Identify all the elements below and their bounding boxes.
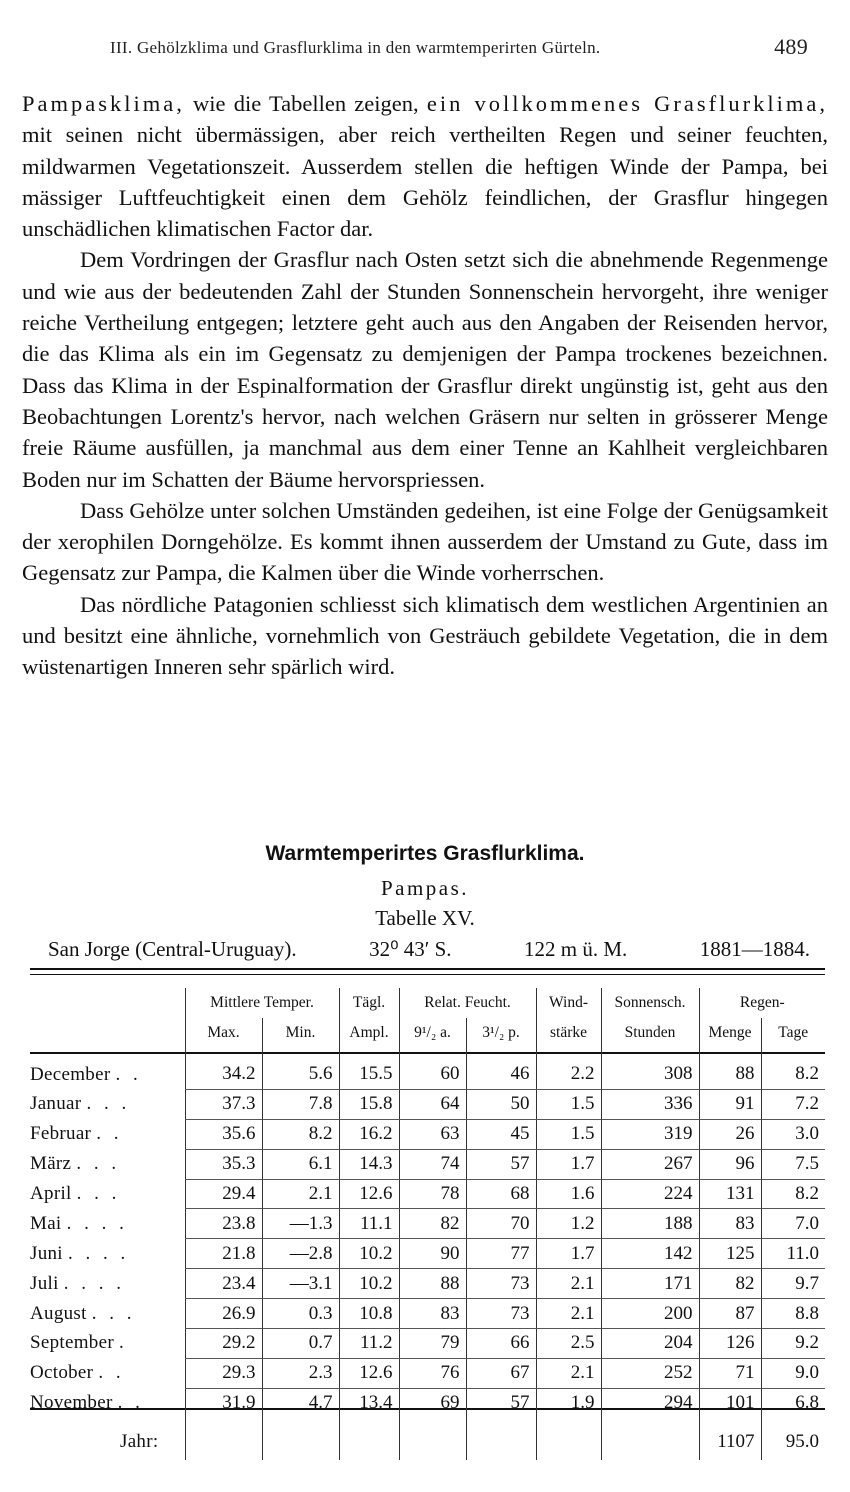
cell-tage: 3.0 bbox=[761, 1119, 825, 1149]
cell-f930: 83 bbox=[399, 1299, 466, 1329]
cell-f930: 79 bbox=[399, 1329, 466, 1359]
emphasis-pampasklima: Pampasklima, bbox=[22, 91, 185, 116]
cell-tage: 8.8 bbox=[761, 1299, 825, 1329]
month-name: Mai bbox=[30, 1212, 62, 1234]
cell-menge: 71 bbox=[699, 1358, 761, 1388]
cell-ampl: 10.8 bbox=[339, 1299, 399, 1329]
cell-max: 31.9 bbox=[185, 1388, 262, 1417]
cell-wind: 1.2 bbox=[536, 1209, 601, 1239]
cell-sun: 188 bbox=[601, 1209, 699, 1239]
header-tage: Tage bbox=[761, 1018, 825, 1048]
cell-month bbox=[30, 1299, 185, 1329]
header-ampl: Ampl. bbox=[339, 1018, 399, 1048]
table-row bbox=[30, 1089, 825, 1119]
cell-wind: 1.9 bbox=[536, 1388, 601, 1417]
year-menge: 1107 bbox=[699, 1418, 761, 1460]
cell-max: 35.6 bbox=[185, 1119, 262, 1149]
cell-ampl: 14.3 bbox=[339, 1149, 399, 1179]
cell-tage: 7.0 bbox=[761, 1209, 825, 1239]
table-row bbox=[30, 1299, 825, 1329]
month-name: August bbox=[30, 1302, 87, 1324]
cell-f930: 74 bbox=[399, 1149, 466, 1179]
paragraph-1-text-a: wie die Tabellen zeigen, bbox=[184, 91, 427, 116]
table-header-row-1 bbox=[30, 988, 825, 1018]
header-stunden: Stunden bbox=[601, 1018, 699, 1048]
cell-f930: 88 bbox=[399, 1269, 466, 1299]
table-number: Tabelle XV. bbox=[375, 906, 475, 930]
cell-menge: 83 bbox=[699, 1209, 761, 1239]
leader-dots: . . . bbox=[76, 1153, 121, 1175]
year-empty-cell bbox=[262, 1418, 339, 1460]
cell-menge: 91 bbox=[699, 1089, 761, 1119]
month-name: April bbox=[30, 1183, 72, 1204]
paragraph-1 bbox=[22, 88, 828, 244]
cell-tage: 9.0 bbox=[761, 1358, 825, 1388]
cell-max: 29.3 bbox=[185, 1358, 262, 1388]
table-top-rule-thin bbox=[30, 974, 825, 975]
cell-f930: 90 bbox=[399, 1239, 466, 1269]
cell-sun: 267 bbox=[601, 1149, 699, 1179]
leader-dots: . . . bbox=[91, 1302, 136, 1324]
cell-ampl: 15.5 bbox=[339, 1048, 399, 1089]
cell-min: —3.1 bbox=[262, 1269, 339, 1299]
month-name: Juni bbox=[30, 1242, 63, 1264]
table-top-rule bbox=[30, 968, 825, 970]
cell-min: 0.3 bbox=[262, 1299, 339, 1329]
cell-tage: 7.5 bbox=[761, 1149, 825, 1179]
leader-dots: . . bbox=[115, 1063, 142, 1085]
cell-month bbox=[30, 1269, 185, 1299]
cell-f930: 64 bbox=[399, 1089, 466, 1119]
cell-ampl: 15.8 bbox=[339, 1089, 399, 1119]
cell-min: 2.1 bbox=[262, 1179, 339, 1209]
cell-sun: 142 bbox=[601, 1239, 699, 1269]
cell-wind: 2.2 bbox=[536, 1048, 601, 1089]
cell-ampl: 10.2 bbox=[339, 1269, 399, 1299]
cell-menge: 101 bbox=[699, 1388, 761, 1417]
cell-f930: 63 bbox=[399, 1119, 466, 1149]
year-label: Jahr: bbox=[120, 1430, 159, 1452]
table-body bbox=[30, 1048, 825, 1460]
table-subtitle: Pampas. bbox=[380, 876, 470, 900]
cell-f330: 46 bbox=[466, 1048, 536, 1089]
cell-month bbox=[30, 1329, 185, 1359]
cell-max: 23.4 bbox=[185, 1269, 262, 1299]
cell-ampl: 13.4 bbox=[339, 1388, 399, 1417]
cell-f330: 77 bbox=[466, 1239, 536, 1269]
month-name: Juli bbox=[30, 1272, 59, 1294]
leader-dots: . bbox=[119, 1332, 128, 1354]
running-title: III. Gehölzklima und Grasflurklima in den warmtemperirten Gürteln. bbox=[110, 38, 601, 57]
cell-f330: 68 bbox=[466, 1179, 536, 1209]
cell-f330: 73 bbox=[466, 1299, 536, 1329]
month-name: September bbox=[30, 1332, 114, 1354]
leader-dots: . . bbox=[98, 1362, 125, 1384]
leader-dots: . . . bbox=[76, 1183, 121, 1204]
paragraph-4: Das nördliche Patagonien schliesst sich klimatisch dem westlichen Argentinien an und besitzt eine ähnliche, vornehmlich von Gesträuch gebildete Vegetation, die in dem wüstenartigen Inneren sehr spärlich wird. bbox=[22, 591, 828, 680]
station-name: San Jorge (Central-Uruguay). bbox=[48, 937, 297, 961]
table-row bbox=[30, 1179, 825, 1209]
cell-max: 29.2 bbox=[185, 1329, 262, 1359]
cell-tage: 8.2 bbox=[761, 1179, 825, 1209]
cell-wind: 2.5 bbox=[536, 1329, 601, 1359]
month-name: December bbox=[30, 1063, 111, 1085]
cell-f330: 57 bbox=[466, 1149, 536, 1179]
cell-sun: 336 bbox=[601, 1089, 699, 1119]
climate-table bbox=[30, 988, 825, 1460]
cell-max: 26.9 bbox=[185, 1299, 262, 1329]
cell-sun: 200 bbox=[601, 1299, 699, 1329]
cell-min: —2.8 bbox=[262, 1239, 339, 1269]
cell-f330: 45 bbox=[466, 1119, 536, 1149]
cell-sun: 224 bbox=[601, 1179, 699, 1209]
cell-sun: 171 bbox=[601, 1269, 699, 1299]
table-row bbox=[30, 1209, 825, 1239]
table-row bbox=[30, 1269, 825, 1299]
cell-month bbox=[30, 1358, 185, 1388]
station-altitude: 122 m ü. M. bbox=[524, 937, 628, 961]
cell-ampl: 11.2 bbox=[339, 1329, 399, 1359]
leader-dots: . . . . bbox=[66, 1212, 128, 1234]
cell-max: 34.2 bbox=[185, 1048, 262, 1089]
cell-wind: 1.5 bbox=[536, 1119, 601, 1149]
cell-min: 7.8 bbox=[262, 1089, 339, 1119]
cell-menge: 125 bbox=[699, 1239, 761, 1269]
cell-ampl: 10.2 bbox=[339, 1239, 399, 1269]
paragraph-2: Dem Vordringen der Grasflur nach Osten setzt sich die abnehmende Regenmenge und wie aus der bedeutenden Zahl der Stunden Sonnenschein hervorgeht, ihre weniger reiche Vertheilung entgegen; letztere geht auch aus den Angaben der Reisenden hervor, die das Klima als ein im Gegensatz zu demjenigen der Pampa trockenes bezeichnen. Dass das Klima in der Espinalformation der Grasflur direkt ungünstig ist, geht aus den Beobachtungen Lorentz's hervor, nach welchen Gräsern nur selten in grösserer Menge freie Räume ausfüllen, ja manchmal aus dem einer Tenne an Kahlheit vergleichbaren Boden nur im Schatten der Bäume hervorspriessen. bbox=[22, 247, 828, 492]
cell-sun: 252 bbox=[601, 1358, 699, 1388]
cell-f330: 50 bbox=[466, 1089, 536, 1119]
table-row bbox=[30, 1388, 825, 1417]
cell-menge: 26 bbox=[699, 1119, 761, 1149]
year-empty-cell bbox=[536, 1418, 601, 1460]
header-taegl: Tägl. bbox=[339, 988, 399, 1018]
cell-f930: 82 bbox=[399, 1209, 466, 1239]
cell-min: —1.3 bbox=[262, 1209, 339, 1239]
cell-month bbox=[30, 1209, 185, 1239]
header-month bbox=[30, 988, 185, 1048]
cell-f330: 66 bbox=[466, 1329, 536, 1359]
station-line bbox=[48, 937, 810, 962]
cell-wind: 2.1 bbox=[536, 1269, 601, 1299]
cell-wind: 2.1 bbox=[536, 1358, 601, 1388]
cell-max: 37.3 bbox=[185, 1089, 262, 1119]
cell-sun: 204 bbox=[601, 1329, 699, 1359]
cell-tage: 6.8 bbox=[761, 1388, 825, 1417]
cell-wind: 1.5 bbox=[536, 1089, 601, 1119]
cell-sun: 294 bbox=[601, 1388, 699, 1417]
cell-f330: 70 bbox=[466, 1209, 536, 1239]
cell-min: 4.7 bbox=[262, 1388, 339, 1417]
year-empty-cell bbox=[601, 1418, 699, 1460]
month-name: October bbox=[30, 1362, 94, 1384]
leader-dots: . . bbox=[96, 1123, 123, 1145]
leader-dots: . . . bbox=[86, 1093, 131, 1115]
cell-month bbox=[30, 1239, 185, 1269]
cell-menge: 131 bbox=[699, 1179, 761, 1209]
table-title: Warmtemperirtes Grasflurklima. bbox=[265, 842, 585, 865]
cell-ampl: 16.2 bbox=[339, 1119, 399, 1149]
cell-f930: 76 bbox=[399, 1358, 466, 1388]
cell-min: 2.3 bbox=[262, 1358, 339, 1388]
year-empty-cell bbox=[339, 1418, 399, 1460]
cell-wind: 1.7 bbox=[536, 1239, 601, 1269]
cell-month bbox=[30, 1119, 185, 1149]
cell-month bbox=[30, 1048, 185, 1089]
year-tage: 95.0 bbox=[761, 1418, 825, 1460]
cell-month bbox=[30, 1179, 185, 1209]
station-years: 1881—1884. bbox=[699, 937, 810, 961]
cell-month bbox=[30, 1149, 185, 1179]
cell-min: 5.6 bbox=[262, 1048, 339, 1089]
table-row bbox=[30, 1239, 825, 1269]
cell-menge: 96 bbox=[699, 1149, 761, 1179]
cell-tage: 9.2 bbox=[761, 1329, 825, 1359]
header-mittlere-temper: Mittlere Temper. bbox=[185, 988, 339, 1018]
month-name: Januar bbox=[30, 1093, 82, 1115]
cell-ampl: 11.1 bbox=[339, 1209, 399, 1239]
year-empty-cell bbox=[399, 1418, 466, 1460]
month-name: November bbox=[30, 1391, 113, 1413]
table-row bbox=[30, 1329, 825, 1359]
cell-menge: 126 bbox=[699, 1329, 761, 1359]
cell-f330: 57 bbox=[466, 1388, 536, 1417]
header-min: Min. bbox=[262, 1018, 339, 1048]
cell-f930: 78 bbox=[399, 1179, 466, 1209]
header-relat-feucht: Relat. Feucht. bbox=[399, 988, 536, 1018]
header-regen: Regen- bbox=[699, 988, 825, 1018]
table-row bbox=[30, 1119, 825, 1149]
cell-max: 23.8 bbox=[185, 1209, 262, 1239]
header-staerke: stärke bbox=[536, 1018, 601, 1048]
year-empty-cell bbox=[185, 1418, 262, 1460]
cell-tage: 8.2 bbox=[761, 1048, 825, 1089]
cell-f330: 67 bbox=[466, 1358, 536, 1388]
paragraph-3: Dass Gehölze unter solchen Umständen gedeihen, ist eine Folge der Genügsamkeit der xerophilen Dorngehölze. Es kommt ihnen ausserdem der Umstand zu Gute, dass im Gegensatz zur Pampa, die Kalmen über die Winde vorherrschen. bbox=[22, 497, 828, 586]
cell-f930: 60 bbox=[399, 1048, 466, 1089]
page-number: 489 bbox=[774, 34, 808, 59]
leader-dots: . . . . bbox=[63, 1272, 125, 1294]
cell-tage: 7.2 bbox=[761, 1089, 825, 1119]
cell-min: 8.2 bbox=[262, 1119, 339, 1149]
leader-dots: . . . . bbox=[67, 1242, 130, 1264]
cell-menge: 82 bbox=[699, 1269, 761, 1299]
header-sonnensch: Sonnensch. bbox=[601, 988, 699, 1018]
paragraph-1-text-b: mit seinen nicht übermässigen, aber reich vertheilten Regen und seiner feuchten, mildwarmen Vegetationszeit. Ausserdem stellen die heftigen Winde der Pampa, bei mässiger Luftfeuchtigkeit einen dem Gehölz feindlichen, der Grasflur hingegen unschädlichen klimatischen Factor dar. bbox=[22, 122, 828, 242]
cell-month bbox=[30, 1089, 185, 1119]
cell-ampl: 12.6 bbox=[339, 1179, 399, 1209]
cell-max: 21.8 bbox=[185, 1239, 262, 1269]
cell-tage: 9.7 bbox=[761, 1269, 825, 1299]
cell-ampl: 12.6 bbox=[339, 1358, 399, 1388]
header-max: Max. bbox=[185, 1018, 262, 1048]
table-row bbox=[30, 1358, 825, 1388]
table-row bbox=[30, 1149, 825, 1179]
header-menge: Menge bbox=[699, 1018, 761, 1048]
cell-wind: 1.7 bbox=[536, 1149, 601, 1179]
header-930: 9¹/₂ a. bbox=[399, 1018, 466, 1048]
cell-menge: 88 bbox=[699, 1048, 761, 1089]
cell-f330: 73 bbox=[466, 1269, 536, 1299]
cell-max: 35.3 bbox=[185, 1149, 262, 1179]
cell-max: 29.4 bbox=[185, 1179, 262, 1209]
header-wind: Wind- bbox=[536, 988, 601, 1018]
month-name: März bbox=[30, 1153, 72, 1175]
cell-wind: 1.6 bbox=[536, 1179, 601, 1209]
month-name: Februar bbox=[30, 1123, 92, 1145]
cell-tage: 11.0 bbox=[761, 1239, 825, 1269]
cell-f930: 69 bbox=[399, 1388, 466, 1417]
table-row-year bbox=[30, 1418, 825, 1460]
cell-wind: 2.1 bbox=[536, 1299, 601, 1329]
header-330: 3¹/₂ p. bbox=[466, 1018, 536, 1048]
table-row bbox=[30, 1048, 825, 1089]
cell-month bbox=[30, 1388, 185, 1417]
leader-dots: . . bbox=[117, 1391, 144, 1413]
year-empty-cell bbox=[466, 1418, 536, 1460]
emphasis-grasflurklima: ein vollkommenes Grasflurklima, bbox=[426, 91, 829, 116]
station-coords: 32⁰ 43′ S. bbox=[369, 937, 452, 961]
cell-sun: 319 bbox=[601, 1119, 699, 1149]
body-text bbox=[22, 88, 828, 683]
cell-menge: 87 bbox=[699, 1299, 761, 1329]
cell-min: 0.7 bbox=[262, 1329, 339, 1359]
cell-min: 6.1 bbox=[262, 1149, 339, 1179]
cell-sun: 308 bbox=[601, 1048, 699, 1089]
